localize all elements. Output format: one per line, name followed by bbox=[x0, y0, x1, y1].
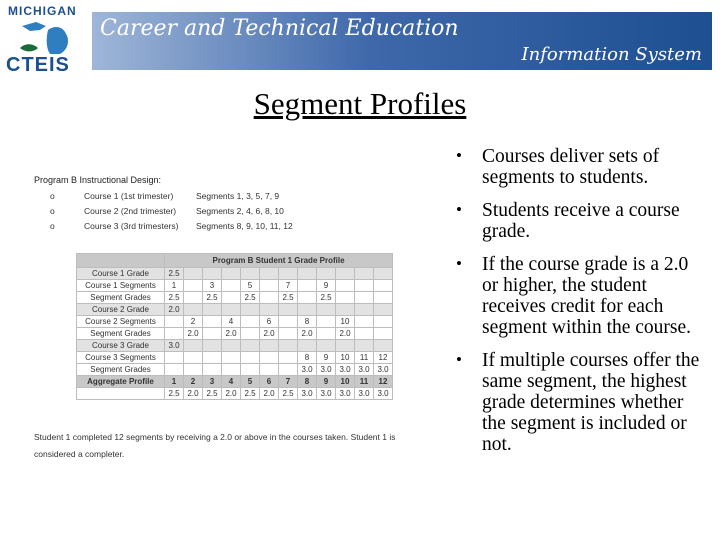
logo-bottom-text: CTEIS bbox=[6, 54, 70, 76]
bullet-item bbox=[454, 200, 704, 242]
bullet-text: If the course grade is a 2.0 or higher, the student receives credit for each segment within the course. bbox=[482, 254, 692, 338]
table-cell bbox=[184, 352, 203, 364]
table-row bbox=[77, 316, 393, 328]
table-cell bbox=[260, 364, 279, 376]
course-segments: Segments 2, 4, 6, 8, 10 bbox=[196, 206, 284, 216]
table-cell bbox=[317, 340, 336, 352]
bullet-dot-icon: • bbox=[456, 200, 462, 219]
header bbox=[0, 0, 720, 76]
table-cell bbox=[355, 340, 374, 352]
table-cell: 4 bbox=[222, 316, 241, 328]
bullet-item bbox=[454, 146, 704, 188]
table-cell: 2.5 bbox=[317, 292, 336, 304]
table-cell bbox=[374, 280, 393, 292]
table-cell bbox=[317, 328, 336, 340]
table-cell bbox=[241, 328, 260, 340]
table-cell bbox=[336, 304, 355, 316]
table-cell bbox=[184, 292, 203, 304]
table-cell bbox=[279, 316, 298, 328]
row-label: Course 1 Grade bbox=[77, 268, 165, 280]
row-label: Course 3 Segments bbox=[77, 352, 165, 364]
table-cell: 11 bbox=[355, 352, 374, 364]
table-cell: 3.0 bbox=[317, 364, 336, 376]
table-cell: 3.0 bbox=[374, 364, 393, 376]
table-cell: 7 bbox=[279, 280, 298, 292]
table-cell: 4 bbox=[222, 376, 241, 388]
table-cell bbox=[184, 280, 203, 292]
table-cell bbox=[317, 316, 336, 328]
course-name: Course 2 (2nd trimester) bbox=[84, 206, 177, 216]
table-cell: 8 bbox=[298, 316, 317, 328]
bullet-text: Courses deliver sets of segments to students. bbox=[482, 146, 660, 188]
row-label: Aggregate Profile bbox=[77, 376, 165, 388]
table-cell bbox=[260, 280, 279, 292]
table-cell bbox=[355, 328, 374, 340]
row-label: Course 2 Grade bbox=[77, 304, 165, 316]
table-cell bbox=[374, 328, 393, 340]
table-cell: 3.0 bbox=[336, 388, 355, 400]
table-cell: 9 bbox=[317, 280, 336, 292]
table-cell bbox=[203, 352, 222, 364]
table-cell bbox=[241, 340, 260, 352]
course-line bbox=[34, 206, 434, 221]
table-row bbox=[77, 268, 393, 280]
table-row bbox=[77, 292, 393, 304]
row-label: Segment Grades bbox=[77, 328, 165, 340]
banner-title: Career and Technical Education bbox=[100, 16, 459, 41]
table-cell: 2.5 bbox=[241, 388, 260, 400]
table-cell: 11 bbox=[355, 376, 374, 388]
table-cell bbox=[336, 280, 355, 292]
course-line bbox=[34, 221, 434, 236]
bullet-dot-icon: • bbox=[456, 146, 462, 165]
table-cell: 9 bbox=[317, 352, 336, 364]
logo-top-text: MICHIGAN bbox=[8, 4, 77, 18]
table-corner-cell bbox=[77, 254, 165, 268]
table-cell bbox=[298, 340, 317, 352]
table-cell: 12 bbox=[374, 352, 393, 364]
table-cell bbox=[165, 352, 184, 364]
grade-profile-table bbox=[76, 253, 393, 400]
table-cell bbox=[279, 340, 298, 352]
table-cell bbox=[222, 340, 241, 352]
table-cell bbox=[317, 268, 336, 280]
table-cell: 3.0 bbox=[165, 340, 184, 352]
table-cell: 5 bbox=[241, 376, 260, 388]
table-cell bbox=[241, 268, 260, 280]
table-cell bbox=[165, 328, 184, 340]
table-cell: 3.0 bbox=[336, 364, 355, 376]
course-line bbox=[34, 191, 434, 206]
bullet-dot-icon: • bbox=[456, 254, 462, 273]
bullet-list bbox=[454, 146, 704, 467]
table-cell: 9 bbox=[317, 376, 336, 388]
table-cell bbox=[374, 292, 393, 304]
table-cell: 3 bbox=[203, 280, 222, 292]
table-cell: 2 bbox=[184, 316, 203, 328]
instructional-design-panel bbox=[34, 175, 434, 459]
table-cell: 12 bbox=[374, 376, 393, 388]
table-row bbox=[77, 376, 393, 388]
table-cell: 2.5 bbox=[203, 388, 222, 400]
table-cell: 2.0 bbox=[260, 388, 279, 400]
table-cell: 2.5 bbox=[279, 388, 298, 400]
table-cell bbox=[203, 304, 222, 316]
table-cell bbox=[298, 280, 317, 292]
table-cell bbox=[336, 340, 355, 352]
completer-note: Student 1 completed 12 segments by receiving a 2.0 or above in the courses taken. Student 1 is considered a completer. bbox=[34, 432, 396, 459]
table-cell: 2.5 bbox=[165, 388, 184, 400]
table-cell: 1 bbox=[165, 376, 184, 388]
bullet-item bbox=[454, 350, 704, 455]
table-cell bbox=[260, 340, 279, 352]
row-label bbox=[77, 388, 165, 400]
table-cell bbox=[165, 316, 184, 328]
table-cell: 3.0 bbox=[298, 364, 317, 376]
table-cell bbox=[203, 364, 222, 376]
table-cell bbox=[298, 268, 317, 280]
table-cell: 2.0 bbox=[298, 328, 317, 340]
table-cell bbox=[374, 316, 393, 328]
table-cell bbox=[222, 292, 241, 304]
table-title-row bbox=[77, 254, 393, 268]
table-cell: 2.5 bbox=[279, 292, 298, 304]
row-label: Course 1 Segments bbox=[77, 280, 165, 292]
table-cell bbox=[260, 268, 279, 280]
table-cell: 3.0 bbox=[374, 388, 393, 400]
table-cell bbox=[203, 340, 222, 352]
table-cell: 10 bbox=[336, 376, 355, 388]
table-cell: 10 bbox=[336, 316, 355, 328]
table-cell bbox=[203, 268, 222, 280]
table-cell bbox=[374, 304, 393, 316]
cteis-logo bbox=[6, 4, 88, 74]
course-segments: Segments 1, 3, 5, 7, 9 bbox=[196, 191, 280, 201]
table-cell bbox=[222, 364, 241, 376]
table-cell bbox=[298, 292, 317, 304]
table-cell bbox=[279, 352, 298, 364]
row-label: Segment Grades bbox=[77, 292, 165, 304]
table-cell: 7 bbox=[279, 376, 298, 388]
table-cell bbox=[317, 304, 336, 316]
table-cell: 8 bbox=[298, 352, 317, 364]
table-cell: 2 bbox=[184, 376, 203, 388]
row-label: Segment Grades bbox=[77, 364, 165, 376]
table-cell: 3.0 bbox=[298, 388, 317, 400]
table-cell: 2.5 bbox=[165, 292, 184, 304]
table-cell bbox=[355, 316, 374, 328]
table-cell bbox=[374, 340, 393, 352]
table-cell: 6 bbox=[260, 316, 279, 328]
table-cell bbox=[222, 268, 241, 280]
table-row bbox=[77, 304, 393, 316]
table-cell: 3 bbox=[203, 376, 222, 388]
table-cell bbox=[260, 304, 279, 316]
table-cell: 5 bbox=[241, 280, 260, 292]
course-bullet: o bbox=[50, 221, 55, 231]
banner-subtitle: Information System bbox=[521, 44, 702, 65]
course-bullet: o bbox=[50, 191, 55, 201]
table-cell bbox=[298, 304, 317, 316]
table-cell bbox=[184, 304, 203, 316]
table-cell bbox=[355, 292, 374, 304]
table-cell bbox=[336, 292, 355, 304]
table-row bbox=[77, 340, 393, 352]
table-cell: 2.5 bbox=[165, 268, 184, 280]
table-cell bbox=[279, 364, 298, 376]
table-cell bbox=[279, 304, 298, 316]
table-cell bbox=[184, 364, 203, 376]
course-list bbox=[34, 191, 434, 236]
table-cell bbox=[260, 352, 279, 364]
table-cell: 2.0 bbox=[165, 304, 184, 316]
table-title: Program B Student 1 Grade Profile bbox=[165, 254, 393, 268]
table-row bbox=[77, 328, 393, 340]
course-name: Course 3 (3rd trimesters) bbox=[84, 221, 179, 231]
table-cell: 8 bbox=[298, 376, 317, 388]
table-cell: 3.0 bbox=[317, 388, 336, 400]
table-cell: 2.0 bbox=[184, 328, 203, 340]
table-row bbox=[77, 364, 393, 376]
row-label: Course 3 Grade bbox=[77, 340, 165, 352]
course-name: Course 1 (1st trimester) bbox=[84, 191, 174, 201]
table-row bbox=[77, 388, 393, 400]
table-cell: 2.0 bbox=[222, 328, 241, 340]
table-cell: 2.0 bbox=[336, 328, 355, 340]
table-cell bbox=[184, 340, 203, 352]
table-cell: 2.5 bbox=[203, 292, 222, 304]
table-cell bbox=[165, 364, 184, 376]
course-segments: Segments 8, 9, 10, 11, 12 bbox=[196, 221, 293, 231]
table-cell: 1 bbox=[165, 280, 184, 292]
table-cell bbox=[222, 280, 241, 292]
slide-title: Segment Profiles bbox=[253, 86, 467, 121]
table-cell bbox=[203, 328, 222, 340]
table-cell bbox=[241, 304, 260, 316]
bullet-dot-icon: • bbox=[456, 350, 462, 369]
table-cell: 10 bbox=[336, 352, 355, 364]
row-label: Course 2 Segments bbox=[77, 316, 165, 328]
table-cell: 3.0 bbox=[355, 364, 374, 376]
table-cell bbox=[241, 364, 260, 376]
bullet-item bbox=[454, 254, 704, 338]
table-cell bbox=[260, 292, 279, 304]
table-cell bbox=[355, 304, 374, 316]
table-cell: 2.0 bbox=[184, 388, 203, 400]
table-cell bbox=[241, 316, 260, 328]
table-cell bbox=[355, 280, 374, 292]
table-cell bbox=[241, 352, 260, 364]
design-title: Program B Instructional Design: bbox=[34, 175, 162, 185]
table-cell bbox=[222, 304, 241, 316]
table-cell: 6 bbox=[260, 376, 279, 388]
table-cell bbox=[203, 316, 222, 328]
table-cell: 2.5 bbox=[241, 292, 260, 304]
course-bullet: o bbox=[50, 206, 55, 216]
bullet-text: If multiple courses offer the same segment, the highest grade determines whether the segment is included or not. bbox=[482, 350, 700, 455]
table-cell bbox=[184, 268, 203, 280]
table-cell bbox=[336, 268, 355, 280]
table-row bbox=[77, 352, 393, 364]
table-cell: 3.0 bbox=[355, 388, 374, 400]
table-cell bbox=[355, 268, 374, 280]
bullet-text: Students receive a course grade. bbox=[482, 200, 680, 242]
table-cell bbox=[279, 268, 298, 280]
table-cell: 2.0 bbox=[222, 388, 241, 400]
michigan-map-icon bbox=[16, 18, 80, 56]
banner bbox=[92, 12, 712, 70]
table-cell bbox=[279, 328, 298, 340]
table-cell bbox=[222, 352, 241, 364]
table-row bbox=[77, 280, 393, 292]
table-cell bbox=[374, 268, 393, 280]
table-cell: 2.0 bbox=[260, 328, 279, 340]
